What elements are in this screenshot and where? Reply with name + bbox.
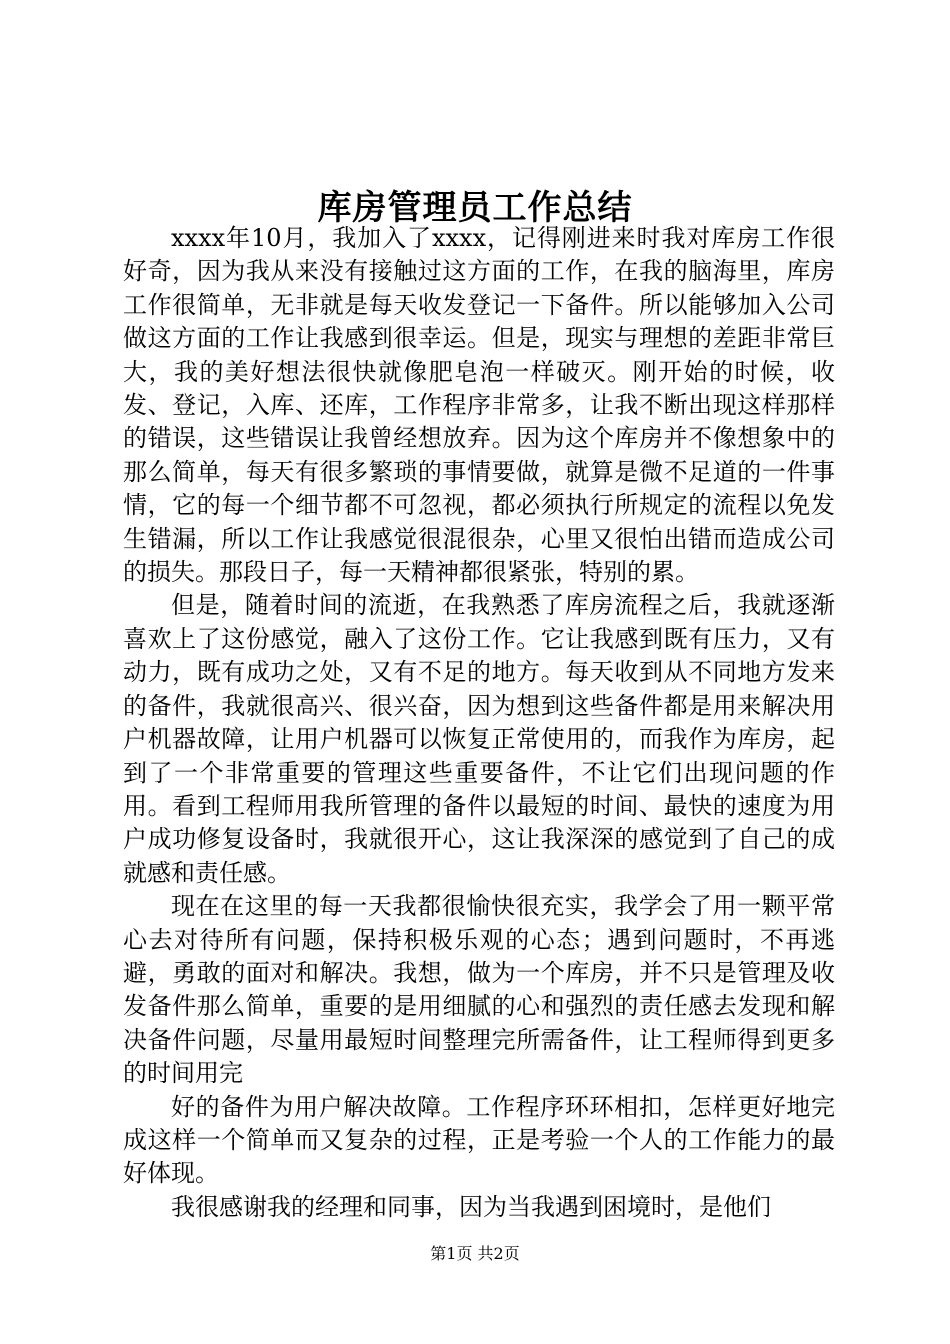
paragraph-1: xxxx年10月，我加入了xxxx，记得刚进来时我对库房工作很好奇，因为我从来没有接触过这方面的工作，在我的脑海里，库房工作很简单，无非就是每天收发登记一下备件。所以能够加入公司做这方面的工作让我感到很幸运。但是，现实与理想的差距非常巨大，我的美好想法很快就像肥皂泡一样破灭。刚开始的时候，收发、登记，入库、还库，工作程序非常多，让我不断出现这样那样的错误，这些错误让我曾经想放弃。因为这个库房并不像想象中的那么简单，每天有很多繁琐的事情要做，就算是微不足道的一件事情，它的每一个细节都不可忽视，都必须执行所规定的流程以免发生错漏，所以工作让我感觉很混很杂，心里又很怕出错而造成公司的损失。那段日子，每一天精神都很紧张，特别的累。 [123, 224, 835, 587]
document-body [123, 222, 835, 1224]
paragraph-2: 但是，随着时间的流逝，在我熟悉了库房流程之后，我就逐渐喜欢上了这份感觉，融入了这份工作。它让我感到既有压力，又有动力，既有成功之处，又有不足的地方。每天收到从不同地方发来的备件，我就很高兴、很兴奋，因为想到这些备件都是用来解决用户机器故障，让用户机器可以恢复正常使用的，而我作为库房，起到了一个非常重要的管理这些重要备件，不让它们出现问题的作用。看到工程师用我所管理的备件以最短的时间、最快的速度为用户成功修复设备时，我就很开心，这让我深深的感觉到了自己的成就感和责任感。 [123, 591, 835, 887]
document-title: 库房管理员工作总结 [317, 188, 633, 228]
page-number-footer: 第1页 共2页 [430, 1244, 520, 1263]
paragraph-5: 我很感谢我的经理和同事，因为当我遇到困境时，是他们 [171, 1192, 771, 1221]
paragraph-3: 现在在这里的每一天我都很愉快很充实，我学会了用一颗平常心去对待所有问题，保持积极乐观的心态；遇到问题时，不再逃避，勇敢的面对和解决。我想，做为一个库房，并不只是管理及收发备件那么简单，重要的是用细腻的心和强烈的责任感去发现和解决备件问题，尽量用最短时间整理完所需备件，让工程师得到更多的时间用完 [123, 892, 835, 1088]
paragraph-4: 好的备件为用户解决故障。工作程序环环相扣，怎样更好地完成这样一个简单而又复杂的过程，正是考验一个人的工作能力的最好体现。 [123, 1092, 835, 1188]
